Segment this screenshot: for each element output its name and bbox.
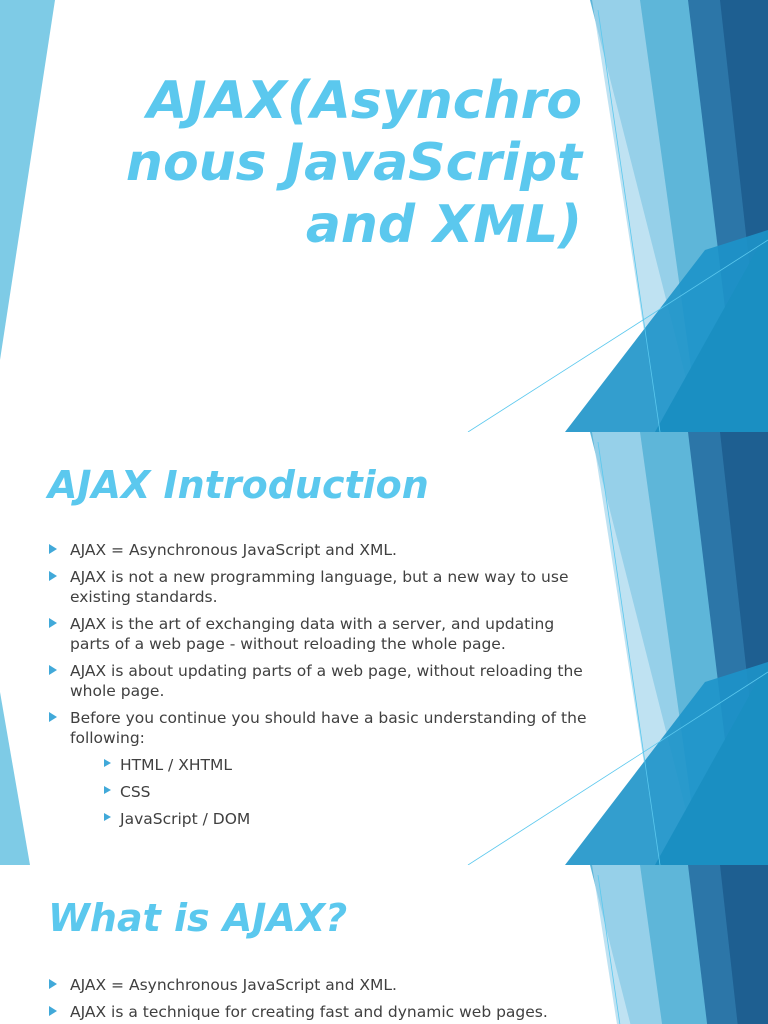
bullet-arrow-icon [49,979,57,989]
bullet-item [48,567,588,607]
bullet-text: CSS [120,783,151,801]
bullet-list [48,975,588,1024]
bullet-arrow-icon [49,1006,57,1016]
bullet-item [48,708,588,748]
decor-left-strip [0,692,30,865]
bullet-arrow-icon [104,786,111,794]
title-line: nous JavaScript [125,133,582,193]
bullet-text: AJAX is about updating parts of a web page, without reloading the whole page. [70,662,583,700]
bullet-text: AJAX is not a new programming language, but a new way to use existing standards. [70,568,569,606]
bullet-arrow-icon [49,618,57,628]
bullet-text: Before you continue you should have a basic understanding of the following: [70,709,587,747]
title-line: AJAX(Asynchro [146,71,582,131]
bullet-list [48,540,588,836]
sub-bullet-item [104,755,588,775]
bullet-item [48,614,588,654]
sub-bullet-item [104,809,588,829]
bullet-arrow-icon [49,571,57,581]
bullet-item [48,540,588,560]
bullet-arrow-icon [104,813,111,821]
sub-bullet-item [104,782,588,802]
slide-what-is-ajax [0,865,768,1024]
slide-heading: What is AJAX? [48,896,348,940]
bullet-text: AJAX is the art of exchanging data with a server, and updating parts of a web page - without reloading the whole page. [70,615,555,653]
bullet-arrow-icon [49,712,57,722]
slide-introduction [0,432,768,865]
bullet-arrow-icon [49,544,57,554]
page-title [62,70,582,256]
bullet-text: AJAX is a technique for creating fast and dynamic web pages. [70,1003,548,1021]
bullet-item [48,661,588,701]
bullet-text: HTML / XHTML [120,756,232,774]
bullet-item [48,975,588,995]
decor-left-strip [0,0,55,360]
bullet-text: AJAX = Asynchronous JavaScript and XML. [70,541,397,559]
slide-heading: AJAX Introduction [48,463,429,507]
bullet-item [48,1002,588,1022]
title-line: and XML) [305,195,582,255]
bullet-text: JavaScript / DOM [120,810,251,828]
bullet-arrow-icon [49,665,57,675]
bullet-arrow-icon [104,759,111,767]
bullet-text: AJAX = Asynchronous JavaScript and XML. [70,976,397,994]
slide-title [0,0,768,432]
